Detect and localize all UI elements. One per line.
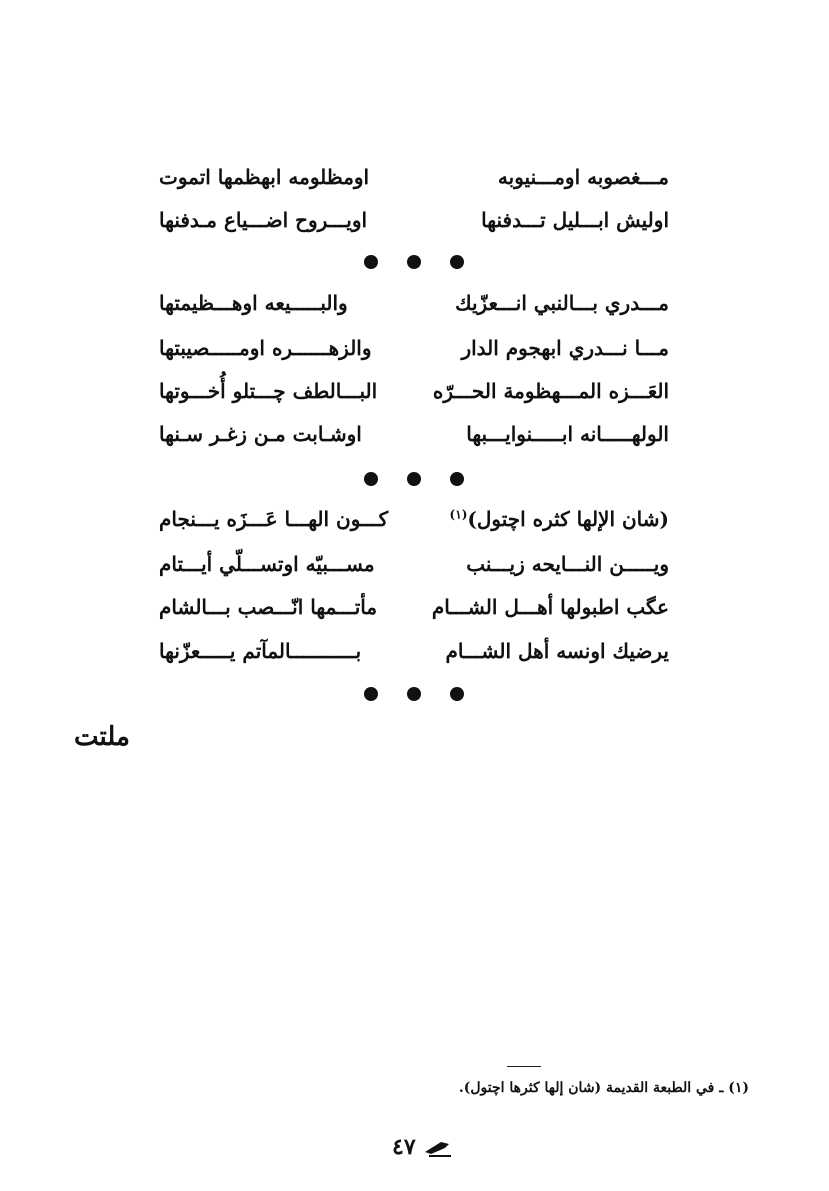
end-mark: ملتت [74,722,130,752]
separator-dot-icon [450,255,464,269]
verse-left-hemistich: البـــالطف چـــتلو أُخـــوتها [159,379,378,403]
separator-dot-icon [364,255,378,269]
page-number [392,1134,453,1160]
verse-right-hemistich: مـــا نـــدري ابهجوم الدار [461,336,669,360]
verse-line [159,414,669,454]
verse-right-hemistich: ويـــــن النـــايحه زيـــنب [466,552,669,576]
stanza-separator [364,686,464,702]
footnote-text: ـ في الطبعة القديمة (شان إلها كثرها اچتول). [458,1080,724,1096]
pen-ornament-icon [423,1138,453,1158]
footnote-number: (١) [728,1080,749,1096]
verse-right-hemistich: الولهـــــانه ابـــــنوايـــبها [466,422,669,446]
verse-left-hemistich: اويـــروح اضـــياع مـدفنها [159,208,368,232]
separator-dot-icon [450,472,464,486]
verse-left-hemistich: بـــــــــــالمآتم يـــــعزّنها [159,639,362,663]
verse-right-hemistich: اوليش ابـــليل تـــدفنها [481,208,669,232]
verse-right-hemistich: مـــغصوبه اومـــنيوبه [497,165,669,189]
verse-line [159,587,669,627]
stanza-separator [364,471,464,487]
verse-line [159,371,669,411]
verse-left-hemistich: والبـــــيعه اوهـــظيمتها [159,291,348,315]
verse-left-hemistich: كـــون الهـــا عَـــزَه يـــنجام [159,507,389,531]
verse-right-hemistich: عگب اطبولها أهـــل الشـــام [431,595,669,619]
verse-right-hemistich: العَـــزه المـــهظومة الحـــرّه [432,379,669,403]
separator-dot-icon [364,687,378,701]
verse-left-hemistich: والزهــــــره اومـــــصيبتها [159,336,372,360]
verse-line [159,544,669,584]
page-number-text: ٤٧ [392,1134,416,1160]
verse-right-hemistich: يرضيك اونسه أهل الشـــام [445,639,669,663]
footnote-divider [507,1066,541,1067]
verse-left-hemistich: اوشـابت مـن زغـر سـنها [159,422,362,446]
verse-line [159,631,669,671]
separator-dot-icon [407,687,421,701]
verse-left-hemistich: مســـبيّه اوتســـلّي أيـــتام [159,552,375,576]
verse-text: (شان الإلها كثره اچتول) [467,507,669,531]
verse-line [159,200,669,240]
verse-left-hemistich: اومظلومه ابهظمها اتموت [159,165,370,189]
verse-right-hemistich: مـــدري بـــالنبي انـــعزّيك [455,291,669,315]
verse-line [159,499,669,539]
verse-line [159,328,669,368]
separator-dot-icon [450,687,464,701]
verse-line [159,157,669,197]
footnote [459,1080,749,1096]
verse-left-hemistich: مأتـــمها انّـــصب بـــالشام [159,595,378,619]
stanza-separator [364,254,464,270]
footnote-marker: (١) [449,507,468,522]
separator-dot-icon [407,472,421,486]
verse-right-hemistich [450,507,669,531]
separator-dot-icon [364,472,378,486]
separator-dot-icon [407,255,421,269]
verse-line [159,283,669,323]
